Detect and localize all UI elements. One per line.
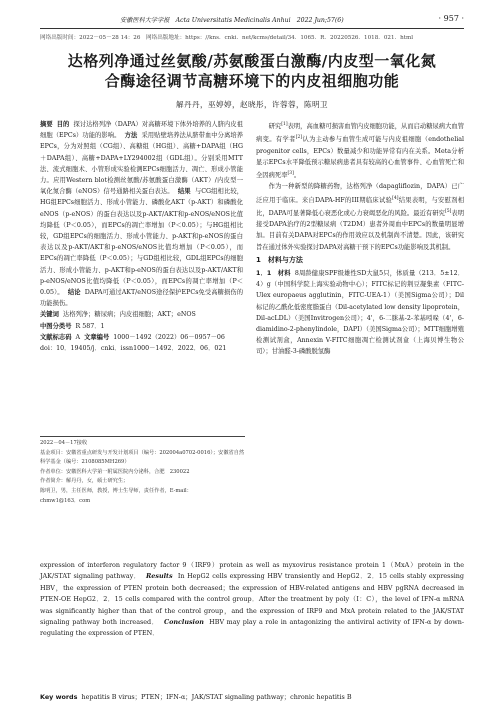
fund-info: 基金项目：安徽省重点研发与开发计划项目（编号：202004a0702-0016）；安徽省自然科学基金（编号：2108085MH269） <box>40 449 245 466</box>
affiliation: 作者单位：安徽医科大学第一附属医院内分泌科，合肥 230022 <box>40 468 190 475</box>
clc-line <box>40 321 243 332</box>
author-bio-1: 作者简介：解丹丹，女，硕士研究生； <box>40 478 129 485</box>
clc-value: R 587．1 <box>75 322 105 330</box>
section-heading-methods: 1 材料与方法 <box>256 255 303 264</box>
objective-label: 目的 <box>56 121 70 128</box>
journal-name: 安徽医科大学学报 Acta Universitatis Medicinalis Anhui 2022 Jun;57(6) <box>120 17 344 24</box>
author-bio-2: 陈明卫，男，主任医师，教授，博士生导师，责任作者，E-mail： <box>40 487 192 494</box>
chinese-body <box>256 119 464 358</box>
clc-label: 中图分类号 <box>40 322 72 330</box>
en-conclusion-label: Conclusion <box>164 618 204 627</box>
article-no-value: 1000－1492（2022）06－0957－06 <box>113 333 225 341</box>
chinese-abstract <box>40 119 243 354</box>
keywords-label: 关键词 <box>40 311 59 319</box>
running-head <box>40 15 464 27</box>
page-number: · 957 · <box>438 14 464 23</box>
en-results-label: Results <box>146 572 173 581</box>
doc-code-value: A <box>75 333 81 341</box>
footnote <box>40 436 245 506</box>
article-id-line <box>40 332 243 343</box>
en-abstract-text-2: In HepG2 cells expressing HBV transiently and HepG2．2．15 cells stably expressing HBV，the expression of PTEN protein both decreased；the expression of HBV-related antigens and HBV pgRNA decreased in PTEN-OE HepG2．2．15 cells compared with the control group．After the treatment by poly（I：C），the level of IFN-α mRNA was significantly higher than that of the control group，and the expression of IRF9 and MxA protein related to the JAK/STAT signaling pathway both increased． <box>40 572 464 627</box>
materials-paragraph <box>256 268 464 358</box>
conclusion-label: 结论 <box>67 289 81 297</box>
en-keywords-label: Key words <box>40 693 78 701</box>
title-line-2: 合酶途径调节高糖环境下的内皮祖细胞功能 <box>104 72 400 90</box>
conclusion-text: DAPA可通过AKT/eNOS途径保护EPCs免受高糖损伤的功能损伤。 <box>40 289 244 308</box>
online-publication-info[interactable]: 网络出版时间：2022－05－28 14：26 网络出版地址：https：//kns．cnki．net/kcms/detail/34．1065．R．20220526．1018．021．html <box>40 35 414 41</box>
materials-text: 8周龄健康SPF级雄性SD大鼠5只，体质量（213．5±12．4）g（中国科学院上海实验动物中心）；FITC标记的荆豆凝集素（FITC-Ulex europaeus agglutinin，FITC-UEA-1）（美国Sigma公司）；Dil标记的乙酰化低密度脂蛋白（Dil-acetylated low density lipoprotein，Dil-acLDL）（美国Invitrogen公司）；4'，6-二脒基-2-苯基吲哚（4'，6-diamidino-2-phenylindole，DAPI）（美国Sigma公司）；MTT细胞增殖检测试剂盒，Annexin V-FITC细胞凋亡检测试剂盒（上海贝博生物公司）；甘油醛-3-磷酸脱氢酶 <box>256 269 465 356</box>
english-abstract <box>40 560 464 640</box>
doc-code-label: 文献标志码 <box>40 333 72 341</box>
author-email[interactable]: chmw1@163．com <box>40 497 91 504</box>
methods-text: 采用贴壁培养法从脐带血中分离培养EPCs，分为对照组（CG组）、高糖组（HG组）、高糖+DAPA组（HG＋DAPA组）、高糖+DAPA+LY294002组（GDL组）。分别采用MTT法、流式细胞术、小管形成实验检测EPCs细胞活力、凋亡、形成小管能力。应用Western blot检测丝氨酸/苏氨酸蛋白激酶（AKT）/内皮型一氧化氮合酶（eNOS）信号通路相关蛋白表达。 <box>40 132 244 196</box>
author-list: 解丹丹，巫婷婷，赵晓彤，许蓉蓉，陈明卫 <box>176 100 328 109</box>
en-abstract-text-1: expression of interferon regulatory factor 9（IRF9）protein as well as myxovirus resistance protein 1（MxA）protein in the JAK/STAT signaling pathway． <box>40 561 464 581</box>
results-text: 与CG组相比较，HG组EPCs细胞活力、形成小管能力、磷酸化AKT（p-AKT）和磷酸化eNOS（p-eNOS）的蛋白表达以及p-AKT/AKT和p-eNOS/eNOS比值均降低（P＜0.05），而EPCs的凋亡率增加（P＜0.05）；与HG组相比较，GD组EPCs的细胞活力、形成小管能力、p-AKT和p-eNOS的蛋白表达以及p-AKT/AKT和p-eNOS/eNOS比值均增加（P＜0.05），而EPCs的凋亡率降低（P＜0.05）；与GD组相比较，GDL组EPCs的细胞活力、形成小管能力、p-AKT和p-eNOS的蛋白表达以及p-AKT/AKT和p-eNOS/eNOS比值均降低（P＜0.05），而EPCs的凋亡率增加（P＜0.05）。 <box>40 188 244 297</box>
keywords-text: 达格列净；糖尿病；内皮祖细胞；AKT；eNOS <box>62 311 196 319</box>
methods-label: 方法 <box>124 132 138 140</box>
doi-line[interactable]: doi：10．19405/j．cnki．issn1000－1492．2022．06．021 <box>40 345 227 353</box>
en-abstract-text-3: HBV may play a role in antagonizing the antiviral activity of IFN-α by down-regulating the expression of PTEN． <box>40 618 464 638</box>
objective-text: 探讨达格列净（DAPA）对高糖环境下体外培养的人脐内皮祖细胞（EPCs）功能的影响。 <box>40 121 243 140</box>
subsection-materials-label: 1．1 材料 <box>256 269 291 277</box>
english-keywords-line <box>40 692 464 701</box>
results-label: 结果 <box>177 188 191 196</box>
intro-paragraph-1: 研究[1]表明，高血糖可损害血管内皮细胞功能，从而启动糖尿病大血管病变。有学者[2]认为主动参与血管生成可能与内皮祖细胞（endothelial progenitor cells，EPCs）数量减少和功能异常有内在关系。Meta分析显示EPCs水平降低预示糖尿病患者具有较高的心血管事件、心血管死亡和全因病死率[3]。 <box>256 122 465 180</box>
en-keywords-text: hepatitis B virus；PTEN；IFN-α；JAK/STAT signaling pathway；chronic hepatitis B <box>81 693 352 701</box>
keywords-line <box>40 309 243 320</box>
abstract-label: 摘要 <box>40 121 53 128</box>
article-no-label: 文章编号 <box>84 333 110 341</box>
article-title <box>0 51 504 91</box>
intro-paragraph-2: 作为一种新型的降糖药物，达格列净（dapagliflozin，DAPA）已广泛应用于临床。来自DAPA-HF的III期临床试验[4]结果表明，与安慰剂相比，DAPA可显著降低心衰恶化或心力衰竭恶化的风险。最近有研究[5]表明接受DAPA治疗的2型糖尿病（T2DM）患者外周血中EPCs的数量明显增加。目前有关DAPA对EPCs的作用效应以及机制尚不清楚。因此，该研究旨在通过体外实验探讨DAPA对高糖干预下的EPCs功能影响及其机制。 <box>256 183 465 251</box>
received-date: 2022－04－17接收 <box>40 440 88 446</box>
title-line-1: 达格列净通过丝氨酸/苏氨酸蛋白激酶/内皮型一氧化氮 <box>67 52 437 70</box>
header-rule <box>40 28 464 29</box>
